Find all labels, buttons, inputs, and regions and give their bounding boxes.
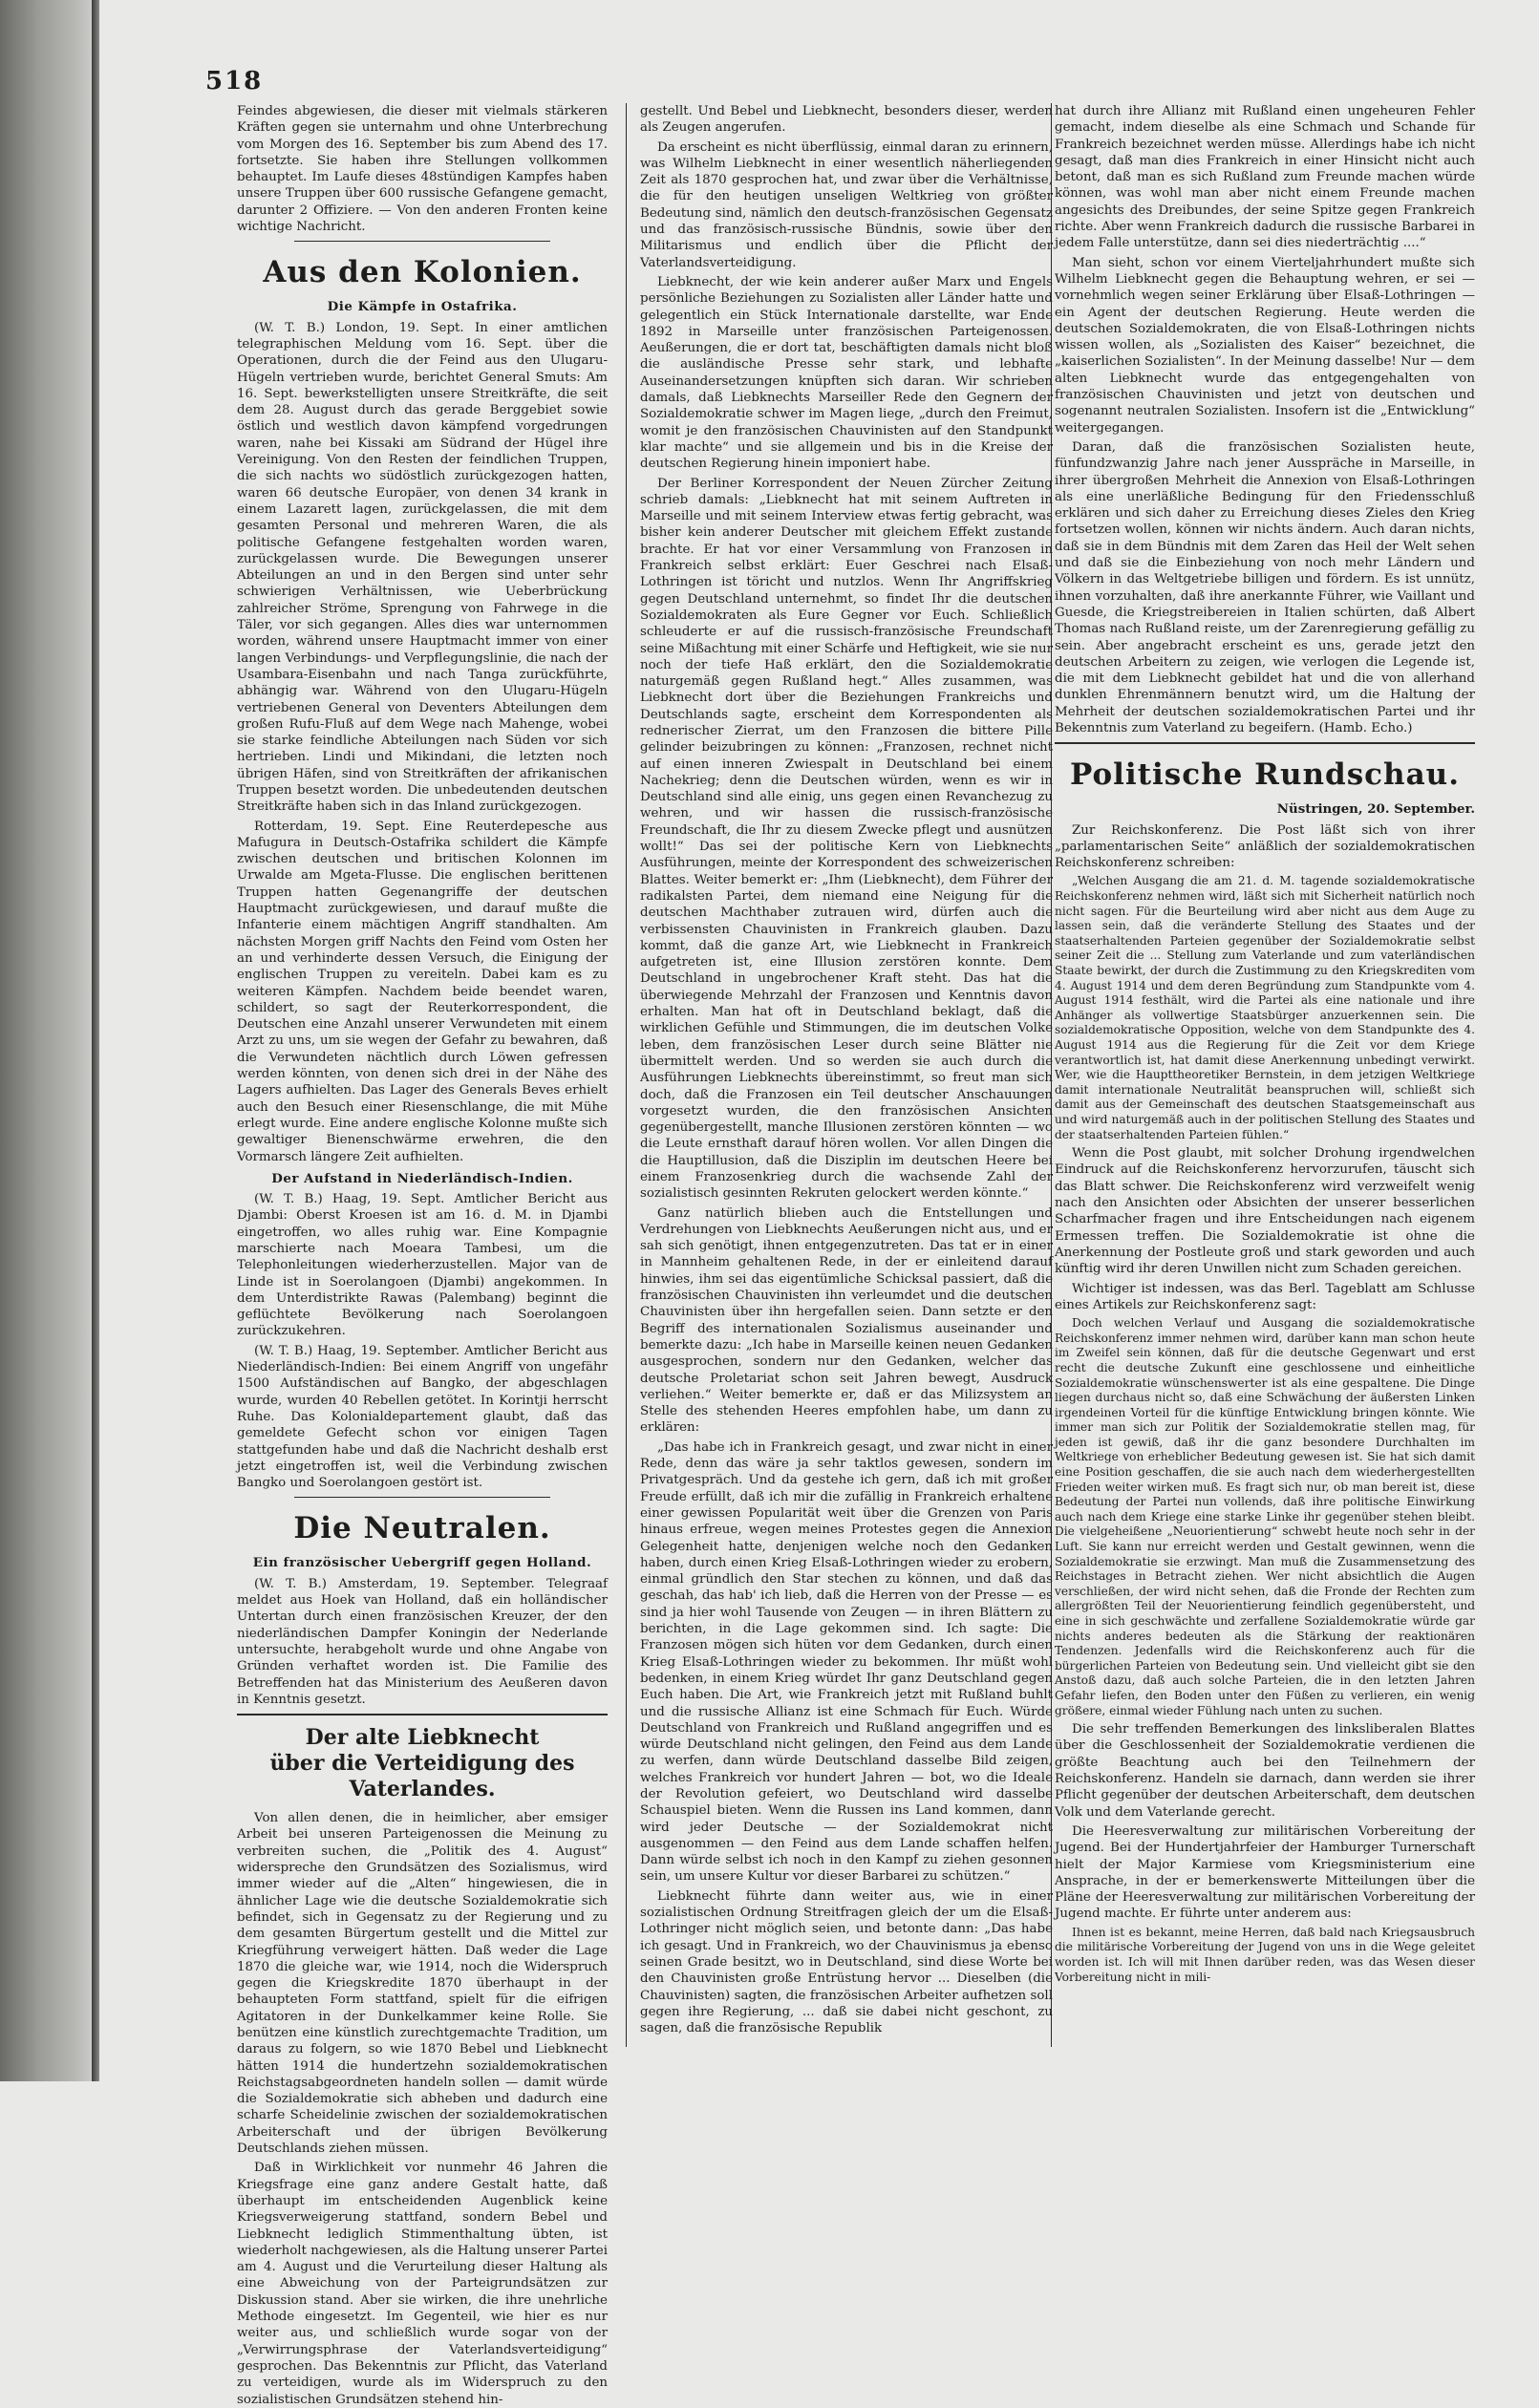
article-title-line-2: über die Verteidigung des Vaterlandes. <box>269 1751 575 1802</box>
divider <box>294 241 550 242</box>
article-paragraph: Der Berliner Korrespondent der Neuen Zürcher Zeitung schrieb damals: „Liebknecht hat mit seinem Auftreten in Marseille und mit seinem Interview etwas fertig gebracht, was bisher kein anderer Deutscher mit gleichem Effekt zustande brachte. Er hat vor einer Versammlung von Franzosen in Frankreich selbst erklärt: Euer Geschrei nach Elsaß-Lothringen ist töricht und nutzlos. Wenn Ihr Angriffskrieg gegen Deutschland unternehmt, so findet Ihr die deutschen Sozialdemokraten als Eure Gegner vor Euch. Schließlich schleuderte er auf die russisch-französische Freundschaft seine Mißachtung mit einer Schärfe und Heftigkeit, wie sie nur noch der tiefe Haß erklärt, den die Sozialdemokratie naturgemäß gegen Rußland hegt.“ Alles zusammen, was Liebknecht dort über die Beziehungen Frankreichs und Deutschlands sagte, erscheint dem Korrespondenten als rednerischer Zierrat, um den Franzosen die bittere Pille gelinder beizubringen zu können: „Franzosen, rechnet nicht auf einen inneren Zwiespalt in Deutschland bei einem Nachekrieg; denn die Deutschen würden, wenn es wir in Deutschland sind alle einig, uns gegen einen Revanchezug zu wehren, und wir hassen die russisch-französische Freundschaft, die Ihr zu diesem Zwecke pflegt und ausnützen wollt!“ Das sei der politische Kern von Liebknechts Ausführungen, meinte der Korrespondent des schweizerischen Blattes. Weiter bemerkt er: „Ihm (Liebknecht), dem Führer der radikalsten Partei, dem niemand eine Neigung für die deutschen Machthaber zutrauen wird, dürfen auch die verbissensten Chauvinisten in Frankreich glauben. Dazu kommt, daß die ganze Art, wie Liebknecht in Frankreich aufgetreten ist, eine Illusion zerstören konnte. Dem Deutschland in ungebrochener Kraft steht. Das hat die überwiegende Mehrzahl der Franzosen und Kenntnis davon erhalten. Man hat oft in Deutschland beklagt, daß die wirklichen Gefühle und Stimmungen, die im deutschen Volke leben, dem französischen Leser durch seine Blätter nie übermittelt werden. Und so werden sie auch durch die Ausführungen Liebknechts übereinstimmt, so freut man sich doch, daß die Franzosen ein Teil deutscher Anschauungen vorgesetzt wurden, die den französischen Ansichten gegenübergestellt, manche Illusionen zerstören könnten — wo die Leute ernsthaft darauf hören wollen. Vor allen Dingen die die Hauptillusion, daß die Disziplin im deutschen Heere bei einem Franzosenkrieg durch die wachsende Zahl der sozialistisch gesinnten Rekruten gelockert werden könnte.“ <box>640 476 1053 1202</box>
divider <box>237 1714 608 1715</box>
article-paragraph: Liebknecht, der wie kein anderer außer Marx und Engels persönliche Beziehungen zu Sozialisten aller Länder hatte und gelegentlich ein Stück Internationale darstellte, war Ende 1892 in Marseille unter französischen Parteigenossen. Aeußerungen, die er dort tat, beschäftigten damals nicht bloß die ausländische Presse sehr stark, und lebhafte Auseinandersetzungen knüpften sich daran. Wir schrieben damals, daß Liebknechts Marseiller Rede den Gegnern der Sozialdemokratie schwer im Magen liege, „durch den Freimut, womit je den französischen Chauvinisten auf den Standpunkt klar machte“ und sie allgemein und bis in die Kreise der deutschen Regierung hinein imponiert habe. <box>640 274 1053 472</box>
article-paragraph: hat durch ihre Allianz mit Rußland einen ungeheuren Fehler gemacht, indem dieselbe als eine Schmach und Schande für Frankreich bezeichnet werden müsse. Allerdings habe ich nicht gesagt, daß man dies Frankreich in einer Hinsicht nicht auch betont, daß man es sich Rußland zum Freunde machen würde können, was wohl man aber nicht einem Freunde machen angesichts des Dreibundes, der seine Spitze gegen Frankreich richte. Aber wenn Frankreich dadurch die russische Barbarei in jedem Falle unterstütze, dann sei dies niederträchtig ....“ <box>1055 104 1475 251</box>
article-paragraph: Zur Reichskonferenz. Die Post läßt sich von ihrer „parlamentarischen Seite“ anläßlich der sozialdemokratischen Reichskonferenz schreiben: <box>1055 822 1475 871</box>
article-paragraph: Liebknecht führte dann weiter aus, wie in einer sozialistischen Ordnung Streitfragen gleich der um die Elsaß-Lothringer nicht möglich seien, und betonte dann: „Das habe ich gesagt. Und in Frankreich, wo der Chauvinismus ja ebenso seinen Grade besitzt, wo in Deutschland, sind diese Worte bei den Chauvinisten große Entrüstung hervor ... Dieselben (die Chauvinisten) sagten, die französischen Arbeiter aufhetzen soll gegen ihre Regierung, ... daß sie dabei nicht geschont, zu sagen, daß die französische Republik <box>640 1888 1053 2036</box>
article-paragraph: (W. T. B.) Haag, 19. September. Amtlicher Bericht aus Niederländisch-Indien: Bei einem Angriff von ungefähr 1500 Aufständischen auf Bangko, der abgeschlagen wurde, wurden 40 Rebellen getötet. In Korintji herrscht Ruhe. Das Kolonialdepartement glaubt, daß das gemeldete Gefecht schon vor einigen Tagen stattgefunden habe und daß die Nachricht deshalb erst jetzt eingetroffen ist, weil die Verbindung zwischen Bangko und Soerolangoen gestört ist. <box>237 1343 608 1491</box>
article-paragraph: Die sehr treffenden Bemerkungen des linksliberalen Blattes über die Geschlossenheit der Sozialdemokratie verdienen die größte Beachtung auch bei den Teilnehmern der Reichskonferenz. Handeln sie darnach, dann werden sie ihrer Pflicht gegenüber der deutschen Arbeiterschaft, dem deutschen Volk und dem Vaterlande gerecht. <box>1055 1722 1475 1820</box>
column-1 <box>237 103 608 2407</box>
divider <box>1055 742 1475 744</box>
subheading-indien: Der Aufstand in Niederländisch-Indien. <box>271 1170 573 1186</box>
article-paragraph: (W. T. B.) Amsterdam, 19. September. Telegraaf meldet aus Hoek van Holland, daß ein holländischer Untertan durch einen französischen Kreuzer, der den niederländischen Dampfer Koningin der Nederlande untersuchte, herabgeholt wurde und ohne Angabe von Gründen verhaftet worden ist. Die Familie des Betreffenden hat das Ministerium des Aeußeren davon in Kenntnis gesetzt. <box>237 1576 608 1707</box>
article-paragraph: Die Heeresverwaltung zur militärischen Vorbereitung der Jugend. Bei der Hundertjahrfeier der Hamburger Turnerschaft hielt der Major Karmiese vom Kriegsministerium eine Ansprache, in der er bemerkenswerte Mitteilungen über die Pläne der Heeresverwaltung zur militärischen Vorbereitung der Jugend machte. Er führte unter anderem aus: <box>1055 1823 1475 1922</box>
section-title-kolonien: Aus den Kolonien. <box>263 255 582 290</box>
article-paragraph: Daran, daß die französischen Sozialisten heute, fünfundzwanzig Jahre nach jener Ausspräche in Marseille, in ihrer übergroßen Mehrheit die Annexion von Elsaß-Lothringen als eine unerläßliche Bedingung für den Friedensschluß erklären und sich daher zu Erreichung dieses Zieles den Krieg fortsetzen wollen, können wir nichts ändern. Auch daran nichts, daß sie in dem Bündnis mit dem Zaren das Heil der Welt sehen und daß sie die Einbeziehung von noch mehr Ländern und Völkern in das Weltgetriebe billigen und fördern. Es ist unnütz, ihnen vorzuhalten, daß ihre anerkannte Führer, wie Vaillant und Guesde, die Kriegstreibereien in Italien schürten, daß Albert Thomas nach Rußland reiste, um der Zarenregierung gefällig zu sein. Aber angebracht erscheint es uns, gerade jetzt den deutschen Arbeitern zu zeigen, wie verlogen die Legende ist, die mit dem Liebknecht gebildet hat und die von allerhand dunklen Ehrenmännern benutzt wird, um die Haltung der Mehrheit der deutschen sozialdemokratischen Partei und ihr Bekenntnis zum Vaterland zu begeifern. (Hamb. Echo.) <box>1055 439 1475 735</box>
article-paragraph: Wenn die Post glaubt, mit solcher Drohung irgendwelchen Eindruck auf die Reichskonferenz hervorzurufen, täuscht sich das Blatt schwer. Die Reichskonferenz wird verzweifelt wenig nach den Ansichten oder Absichten der unserer besserlichen Scharfmacher fragen und ihre Entscheidungen nach eigenem Ermessen treffen. Die Sozialdemokratie ist ohne die Anerkennung der Postleute groß und stark geworden und auch künftig wird ihr deren Unwillen nicht zum Schaden gereichen. <box>1055 1146 1475 1277</box>
article-paragraph: Man sieht, schon vor einem Vierteljahrhundert mußte sich Wilhelm Liebknecht gegen die Behauptung wehren, er sei — vornehmlich wegen seiner Erklärung über Elsaß-Lothringen — ein Agent der deutschen Regierung. Heute werden die deutschen Sozialdemokraten, die von Elsaß-Lothringen nichts wissen wollen, als „Sozialisten des Kaiser“ bezeichnet, die „kaiserlichen Sozialisten“. In der Meinung dasselbe! Nur — dem alten Liebknecht wurde das entgegengehalten von französischen Chauvinisten und jetzt von deutschen und sogenannt neutralen Sozialisten. Insofern ist die „Entwicklung“ weitergegangen. <box>1055 255 1475 436</box>
article-title-line-1: Der alte Liebknecht <box>305 1725 540 1751</box>
article-paragraph: Rotterdam, 19. Sept. Eine Reuterdepesche aus Mafugura in Deutsch-Ostafrika schildert die Kämpfe zwischen deutschen und britischen Kolonnen im Urwalde am Mgeta-Flusse. Die englischen berittenen Truppen hatten Gegenangriffe der deutschen Hauptmacht zurückgewiesen, und darauf mußte die Infanterie einem mächtigen Angriff standhalten. Am nächsten Morgen griff Nachts den Feind vom Osten her an und verhinderte dessen Versuch, die Einigung der englischen Truppen zu vereiteln. Dabei kam es zu weiteren Kämpfen. Nachdem beide beendet waren, schildert, so sagt der Reuterkorrespondent, die Deutschen eine Anzahl unserer Verwundeten mit einem Arzt zu uns, um sie wegen der Gefahr zu bewahren, daß die Verwundeten nächtlich durch Löwen gefressen werden könnten, von denen sich drei in der Nähe des Lagers aufhielten. Das Lager des Generals Beves erhielt auch den Besuch einer Riesenschlange, die mit Mühe erlegt wurde. Eine andere englische Kolonne mußte sich gewaltiger Bienenschwärme erwehren, die den Vormarsch längere Zeit aufhielten. <box>237 819 608 1164</box>
quote-paragraph: Doch welchen Verlauf und Ausgang die sozialdemokratische Reichskonferenz immer nehmen wird, darüber kann man schon heute im Zweifel sein können, daß für die deutsche Gegenwart und erst recht die deutsche Zukunft eine geschlossene und einheitliche Sozialdemokratie wünschenswerter ist als eine gespaltene. Die Dinge liegen durchaus nicht so, daß eine Schwächung der äußersten Linken irgendeinen Vorteil für die künftige Entwicklung bringen könnte. Wie immer man sich zur Politik der Sozialdemokratie stellen mag, für jeden ist gewiß, daß ihr die ganz besondere Durchhalten im Weltkriege von erheblicher Bedeutung gewesen ist. Sie hat sich damit eine Position geschaffen, die sie auch nach dem wiederhergestellten Frieden weiter wirken muß. Es fragt sich nur, ob man bereit ist, diese Bedeutung der Partei nun vollends, daß ihre politische Einwirkung auch nach dem Kriege eine starke Linke ihr gegenüber stehen bleibt. Die vielgeheißene „Neuorientierung“ schwebt heute noch sehr in der Luft. Sie kann nur erreicht werden und Gestalt gewinnen, wenn die Sozialdemokratie sie erzwingt. Man muß die Zusammensetzung des Reichstages in Betracht ziehen. Wer nicht absichtlich die Augen verschließen, der wird nicht sehen, daß die Fronde der Rechten zum allergrößten Teil der Neuorientierung feindlich gegenübersteht, und eine in sich geschwächte und zerfallene Sozialdemokratie würde gar nichts anderes bedeuten als die Stärkung der reaktionären Tendenzen. Jedenfalls wird die Reichskonferenz auch für die bürgerlichen Parteien von Bedeutung sein. Und vielleicht gibt sie den Anstoß dazu, daß auch solche Parteien, die in den letzten Jahren Gefahr liefen, den Boden unter den Füßen zu verlieren, ein wenig größere, einmal wieder Fühlung nach unten zu suchen. <box>1055 1316 1475 1717</box>
column-rule-1 <box>626 103 627 2047</box>
article-paragraph: Von allen denen, die in heimlicher, aber emsiger Arbeit bei unseren Parteigenossen die Meinung zu verbreiten suchen, die „Politik des 4. August“ widerspreche den Grundsätzen des Sozialismus, wird immer wieder auf die „Alten“ hingewiesen, die in ähnlicher Lage wie die deutsche Sozialdemokratie sich befindet, sich in Gegensatz zu der Regierung und zu dem gesamten Bürgertum gestellt und die Mittel zur Kriegführung verweigert hätten. Daß weder die Lage 1870 die gleiche war, wie 1914, noch die Widerspruch gegen die Kriegskredite 1870 überhaupt in der behaupteten Form stattfand, spielt für die eifrigen Agitatoren in der Dunkelkammer keine Rolle. Sie benützen eine künstlich zurechtgemachte Tradition, um daraus zu folgern, so wie 1870 Bebel und Liebknecht hätten 1914 die hundertzehn sozialdemokratischen Reichstagsabgeordneten handeln sollen — damit würde die Sozialdemokratie sich abheben und dadurch eine scharfe Scheidelinie zwischen der sozialdemokratischen Arbeiterschaft und der übrigen Bevölkerung Deutschlands ziehen müssen. <box>237 1811 608 2157</box>
section-title-neutralen: Die Neutralen. <box>293 1511 551 1546</box>
article-paragraph: gestellt. Und Bebel und Liebknecht, besonders dieser, werden als Zeugen angerufen. <box>640 104 1053 136</box>
divider <box>294 1497 550 1498</box>
subheading-ostafrika: Die Kämpfe in Ostafrika. <box>327 299 518 315</box>
article-paragraph: Daß in Wirklichkeit vor nunmehr 46 Jahren die Kriegsfrage eine ganz andere Gestalt hatte, daß überhaupt im entscheidenden Augenblick keine Kriegsverweigerung stattfand, sondern Bebel und Liebknecht lediglich Stimmenthaltung übten, ist wiederholt nachgewiesen, als die Haltung unserer Partei am 4. August und die Verurteilung dieser Haltung als eine Abweichung von der Parteigrundsätzen zur Diskussion stand. Aber sie wirken, die ihre unehrliche Methode eingesetzt. Im Gegenteil, wie hier es nur weiter aus, und schließlich wurde sogar von der „Verwirrungsphrase der Vaterlandsverteidigung“ gesprochen. Das Bekenntnis zur Pflicht, das Vaterland zu verteidigen, wurde als im Widerspruch zu den sozialistischen Grundsätzen stehend hin- <box>237 2161 608 2407</box>
article-title-liebknecht <box>237 1725 608 1802</box>
article-paragraph: Wichtiger ist indessen, was das Berl. Tageblatt am Schlusse eines Artikels zur Reichskonferenz sagt: <box>1055 1281 1475 1312</box>
intro-paragraph: Feindes abgewiesen, die dieser mit vielmals stärkeren Kräften gegen sie unternahm und ohne Unterbrechung vom Morgen des 16. September bis zum Abend des 17. fortsetzte. Sie haben ihre Stellungen vollkommen behauptet. Im Laufe dieses 48stündigen Kampfes haben unsere Truppen über 600 russische Gefangene gemacht, darunter 2 Offiziere. — Von den anderen Fronten keine wichtige Nachricht. <box>237 104 608 235</box>
article-paragraph: (W. T. B.) Haag, 19. Sept. Amtlicher Bericht aus Djambi: Oberst Kroesen ist am 16. d. M. in Djambi eingetroffen, wo alles ruhig war. Eine Kompagnie marschierte nach Moeara Tambesi, um die Telephonleitungen wiederherzustellen. Major van de Linde ist in Soerolangoen (Djambi) angekommen. In dem Unterdistrikte Rawas (Palembang) beginnt die geflüchtete Bevölkerung nach Soerolangoen zurückzukehren. <box>237 1192 608 1339</box>
subheading-holland: Ein französischer Uebergriff gegen Holland. <box>252 1555 592 1571</box>
quote-paragraph: „Welchen Ausgang die am 21. d. M. tagende sozialdemokratische Reichskonferenz nehmen wird, läßt sich mit Sicherheit natürlich noch nicht sagen. Für die Beurteilung wird aber nicht aus dem Auge zu lassen sein, daß die veränderte Stellung des Staates und der staatserhaltenden Parteien gegenüber der Sozialdemokratie selbst seiner Zeit die ... Stellung zum Vaterlande und zum vaterländischen Staate bewirkt, der durch die Zustimmung zu den Kriegskrediten vom 4. August 1914 und dem deren Begründung zum Standpunkte vom 4. August 1914 festhält, wird die Partei als eine nationale und ihre Anhänger als vollwertige Staatsbürger anzuerkennen sein. Die sozialdemokratische Opposition, welche von dem Standpunkte des 4. August 1914 aus die Regierung für die Zeit vor dem Kriege verantwortlich ist, hat damit diese Anerkennung unbedingt verwirkt. Wer, wie die Haupttheoretiker Bernstein, in dem jetzigen Weltkriege damit internationale Neutralität beanspruchen will, schließt sich damit aus der Gemeinschaft des deutschen Staatsgemeinschaft aus und wird naturgemäß auch in der politischen Stellung des Staates und der staatserhaltenden Parteien fühlen.“ <box>1055 874 1475 1141</box>
article-paragraph: Da erscheint es nicht überflüssig, einmal daran zu erinnern, was Wilhelm Liebknecht in einer wesentlich näherliegenden Zeit als 1870 gesprochen hat, und zwar über die Verhältnisse, die für den heutigen unseligen Weltkrieg von größter Bedeutung sind, nämlich den deutsch-französischen Gegensatz und das französisch-russische Bündnis, sowie über den Militarismus und endlich über die Pflicht der Vaterlandsverteidigung. <box>640 139 1053 270</box>
page-gutter <box>92 0 99 2081</box>
article-paragraph: (W. T. B.) London, 19. Sept. In einer amtlichen telegraphischen Meldung vom 16. Sept. über die Operationen, durch die der Feind aus den Ulugaru-Hügeln vertrieben wurde, berichtet General Smuts: Am 16. Sept. bewerkstelligten unsere Streitkräfte, die seit dem 28. August durch das gerade Berggebiet sowie östlich und westlich davon kämpfend vorgedrungen waren, nahe bei Kissaki am Südrand der Hügel ihre Vereinigung. Von den Resten der feindlichen Truppen, die sich nachts wo südöstlich zurückgezogen hatten, waren 66 deutsche Europäer, von denen 34 krank in einem Lazarett lagen, zurückgelassen, die mit dem gesamten Personal und mehreren Waren, die als politische Gefangene festgehalten worden waren, zurückgelassen wurde. Die Bewegungen unserer Abteilungen an und in den Bergen sind unter sehr schwierigen Verhältnissen, wie Ueberbrückung zahlreicher Ströme, Sprengung von Fahrwege in die Täler, vor sich gegangen. Alles dies war unternommen worden, während unsere Hauptmacht immer von einer langen Verbindungs- und Verpflegungslinie, die nach der Usambara-Eisenbahn und nach Tanga zurückführte, abhängig war. Während von den Ulugaru-Hügeln vertriebenen General von Deventers Abteilungen dem großen Rufu-Fluß auf dem Wege nach Mahenge, wobei sie starke feindliche Abteilungen nach Süden vor sich hertrieben. Lindi und Mikindani, die letzten noch übrigen Häfen, sind von Streitkräften der afrikanischen Truppen besetzt worden. Die unbedeutenden deutschen Streitkräfte haben sich in das Inland zurückgezogen. <box>237 320 608 815</box>
quote-paragraph: „Das habe ich in Frankreich gesagt, und zwar nicht in einer Rede, denn das wäre ja sehr taktlos gewesen, sondern im Privatgespräch. Und da gestehe ich gern, daß ich mit großer Freude erfüllt, daß ich mir die zufällig in Frankreich erhaltene einer gewissen Popularität weit über die Grenzen von Paris hinaus erfreue, wegen meines Protestes gegen die Annexion Gelegenheit hatte, denjenigen welche noch den Gedanken haben, durch einen Krieg Elsaß-Lothringen wieder zu erobern, einmal gründlich den Star stechen zu können, und daß das geschah, das hab' ich lieb, daß die Herren von der Presse — es sind ja hier wohl Tausende von Zeugen — in ihren Blättern zu berichten, in die Lage gekommen sind. Ich sagte: Die Franzosen mögen sich hüten vor dem Gedanken, durch einen Krieg Elsaß-Lothringen wieder zu bekommen. Ihr müßt wohl bedenken, in einem Krieg würdet Ihr ganz Deutschland gegen Euch haben. Die Art, wie Frankreich jetzt mit Rußland buhlt und die russische Allianz ist eine Schmach für Euch. Würde Deutschland von Frankreich und Rußland angegriffen und es würde Deutschland nicht gelingen, den Feind aus dem Lande zu werfen, dann würde Deutschland dasselbe Bild zeigen, welches Frankreich vor hundert Jahren — bot, wo die Ideale der Revolution gefeiert, wo Deutschland wird dasselbe Schauspiel bieten. Wenn die Russen ins Land kommen, dann wird jeder Deutsche — der Sozialdemokrat nicht ausgenommen — den Feind aus dem Lande schaffen helfen. Dann würde selbst ich noch in den Kampf zu ziehen gesonnen sein, um unsere Kultur vor dieser Barbarei zu schützen.“ <box>640 1439 1053 1885</box>
quote-paragraph: Ihnen ist es bekannt, meine Herren, daß bald nach Kriegsausbruch die militärische Vorbereitung der Jugend von uns in die Wege geleitet worden ist. Ich will mit Ihnen darüber reden, was das Wesen dieser Vorbereitung nicht in mili- <box>1055 1925 1475 1984</box>
book-binding <box>0 0 96 2081</box>
column-3 <box>1055 103 1475 2052</box>
column-2 <box>640 103 1053 2052</box>
page-number: 518 <box>205 67 264 96</box>
article-paragraph: Ganz natürlich blieben auch die Entstellungen und Verdrehungen von Liebknechts Aeußerungen nicht aus, und er sah sich genötigt, ihnen entgegenzutreten. Das tat er in einer in Mannheim gehaltenen Rede, in der er einleitend darauf hinwies, ihm sei das eigentümliche Schicksal passiert, daß die französischen Chauvinisten ihn verleumdet und die deutschen Chauvinisten über ihn hergefallen seien. Dann setzte er den Begriff des internationalen Sozialismus auseinander und bemerkte dazu: „Ich habe in Marseille keinen neuen Gedanken ausgesprochen, sondern nur den Gedanken, welcher das deutsche Proletariat schon seit Jahren bewegt, Ausdruck verliehen.“ Weiter bemerkte er, daß er das Milizsystem an Stelle des stehenden Heeres empfohlen habe, um dann zu erklären: <box>640 1205 1053 1436</box>
dateline: Nüstringen, 20. September. <box>1276 801 1475 818</box>
section-title-rundschau: Politische Rundschau. <box>1070 757 1460 793</box>
